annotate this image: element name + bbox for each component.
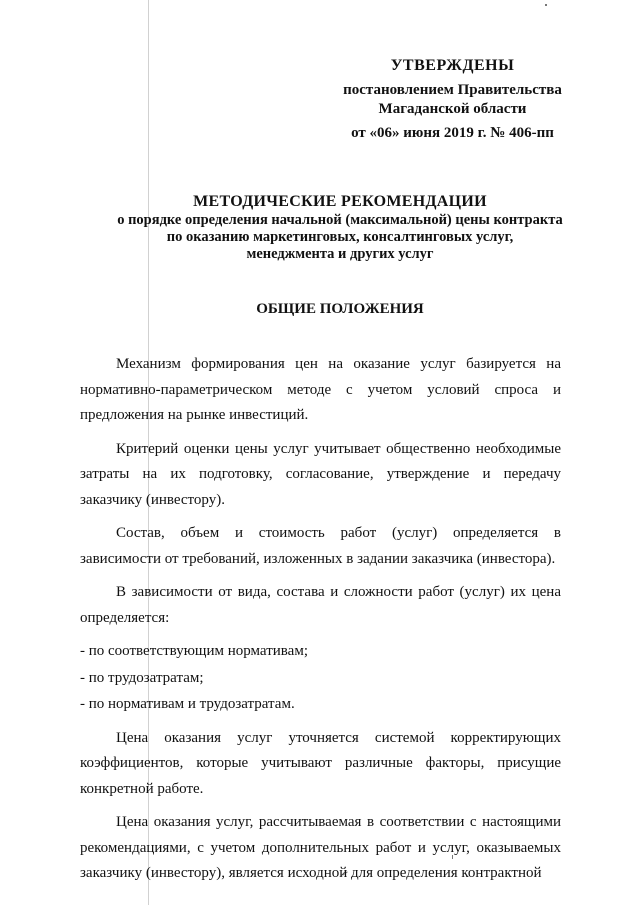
list-item: - по трудозатратам; [80,669,204,686]
approval-date: от «06» июня 2019 г. № 406-пп [351,125,554,141]
list-item: - по соответствующим нормативам; [80,643,308,659]
subtitle-line: по оказанию маркетинговых, консалтинговых услуг, [166,229,514,245]
section-title: ОБЩИЕ ПОЛОЖЕНИЯ [256,301,424,317]
approval-line: Магаданской области [378,101,527,117]
subtitle-line: о порядке определения начальной (максимальной) цены контракта [117,212,563,228]
paragraph: Цена оказания услуг, рассчитываемая в соответствии с настоящими рекомендациями, с учетом дополнительных работ и услуг, оказываемых заказчику (инвестору), является исходной для определения контрактной [80,814,561,881]
document-title: МЕТОДИЧЕСКИЕ РЕКОМЕНДАЦИИ [193,193,487,210]
approval-line: постановлением Правительства [343,82,562,98]
paragraph: Цена оказания услуг уточняется системой корректирующих коэффициентов, которые учитывают различные факторы, присущие конкретной работе. [80,729,561,797]
approval-stamp [300,56,605,143]
document-subtitle [70,212,610,263]
paragraph: Механизм формирования цен на оказание услуг базируется на нормативно-параметрическом методе с учетом условий спроса и предложения на рынке инвестиций. [80,356,561,423]
subtitle-line: менеджмента и других услуг [246,246,434,262]
paragraph: В зависимости от вида, состава и сложности работ (услуг) их цена определяется: [80,584,561,626]
list-item: - по нормативам и трудозатратам. [80,696,295,712]
scan-speck [545,4,547,6]
paragraph: Состав, объем и стоимость работ (услуг) определяется в зависимости от требований, изложенных в задании заказчика (инвестора). [80,525,561,567]
paragraph: Критерий оценки цены услуг учитывает общественно необходимые затраты на их подготовку, согласование, утверждение и передачу заказчику (инвестору). [80,440,561,508]
approval-heading: УТВЕРЖДЕНЫ [390,57,515,74]
document-body [80,352,561,895]
